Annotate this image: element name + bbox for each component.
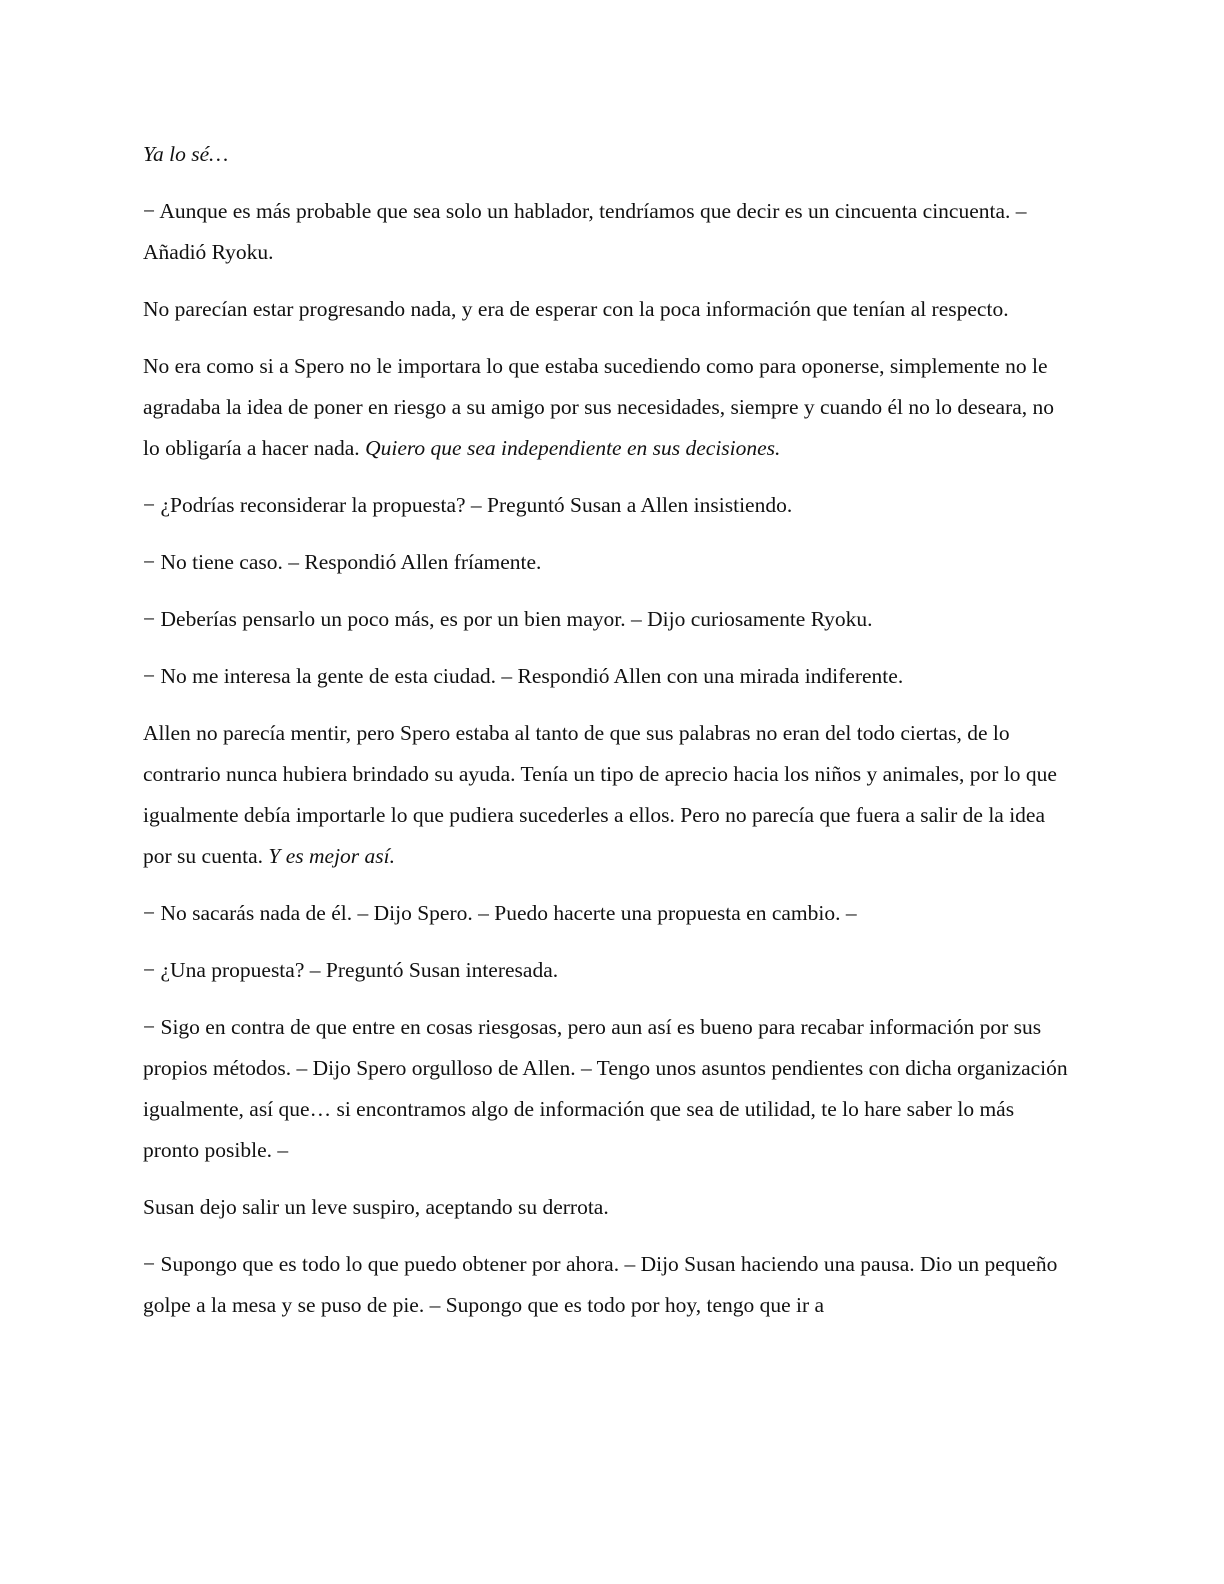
paragraph-text: − ¿Una propuesta? – Preguntó Susan interesada. [143, 958, 559, 982]
paragraph-9 [143, 713, 1073, 877]
paragraph-4 [143, 346, 1073, 469]
italic-thought: Ya lo sé… [143, 142, 229, 166]
italic-thought: Quiero que sea independiente en sus decisiones. [365, 436, 781, 460]
paragraph-text: − Aunque es más probable que sea solo un hablador, tendríamos que decir es un cincuenta cincuenta. – Añadió Ryoku. [143, 199, 1027, 264]
paragraph-3 [143, 289, 1073, 330]
paragraph-text: − No tiene caso. – Respondió Allen fríamente. [143, 550, 542, 574]
paragraph-7 [143, 599, 1073, 640]
paragraph-11 [143, 950, 1073, 991]
paragraph-text: − Sigo en contra de que entre en cosas riesgosas, pero aun así es bueno para recabar información por sus propios métodos. – Dijo Spero orgulloso de Allen. – Tengo unos asuntos pendientes con dicha organización igualmente, así que… si encontramos algo de información que sea de utilidad, te lo hare saber lo más pronto posible. – [143, 1015, 1068, 1162]
paragraph-12 [143, 1007, 1073, 1171]
paragraph-text: No era como si a Spero no le importara lo que estaba sucediendo como para oponerse, simplemente no le agradaba la idea de poner en riesgo a su amigo por sus necesidades, siempre y cuando él no lo deseara, no lo obligaría a hacer nada. [143, 354, 1055, 460]
paragraph-1 [143, 134, 1073, 175]
paragraph-text: − No sacarás nada de él. – Dijo Spero. – Puedo hacerte una propuesta en cambio. – [143, 901, 857, 925]
paragraph-2 [143, 191, 1073, 273]
paragraph-13 [143, 1187, 1073, 1228]
paragraph-14 [143, 1244, 1073, 1326]
paragraph-text: − Supongo que es todo lo que puedo obtener por ahora. – Dijo Susan haciendo una pausa. Dio un pequeño golpe a la mesa y se puso de pie. – Supongo que es todo por hoy, tengo que ir a [143, 1252, 1058, 1317]
paragraph-text: − Deberías pensarlo un poco más, es por un bien mayor. – Dijo curiosamente Ryoku. [143, 607, 873, 631]
paragraph-text: Allen no parecía mentir, pero Spero estaba al tanto de que sus palabras no eran del todo ciertas, de lo contrario nunca hubiera brindado su ayuda. Tenía un tipo de aprecio hacia los niños y animales, por lo que igualmente debía importarle lo que pudiera sucederles a ellos. Pero no parecía que fuera a salir de la idea por su cuenta. [143, 721, 1057, 868]
paragraph-5 [143, 485, 1073, 526]
paragraph-8 [143, 656, 1073, 697]
paragraph-text: − No me interesa la gente de esta ciudad. – Respondió Allen con una mirada indiferente. [143, 664, 904, 688]
paragraph-text: No parecían estar progresando nada, y era de esperar con la poca información que tenían al respecto. [143, 297, 1009, 321]
paragraph-10 [143, 893, 1073, 934]
italic-thought: Y es mejor así. [268, 844, 396, 868]
paragraph-text: Susan dejo salir un leve suspiro, aceptando su derrota. [143, 1195, 609, 1219]
paragraph-text: − ¿Podrías reconsiderar la propuesta? – Preguntó Susan a Allen insistiendo. [143, 493, 793, 517]
paragraph-6 [143, 542, 1073, 583]
document-body [143, 134, 1073, 1342]
